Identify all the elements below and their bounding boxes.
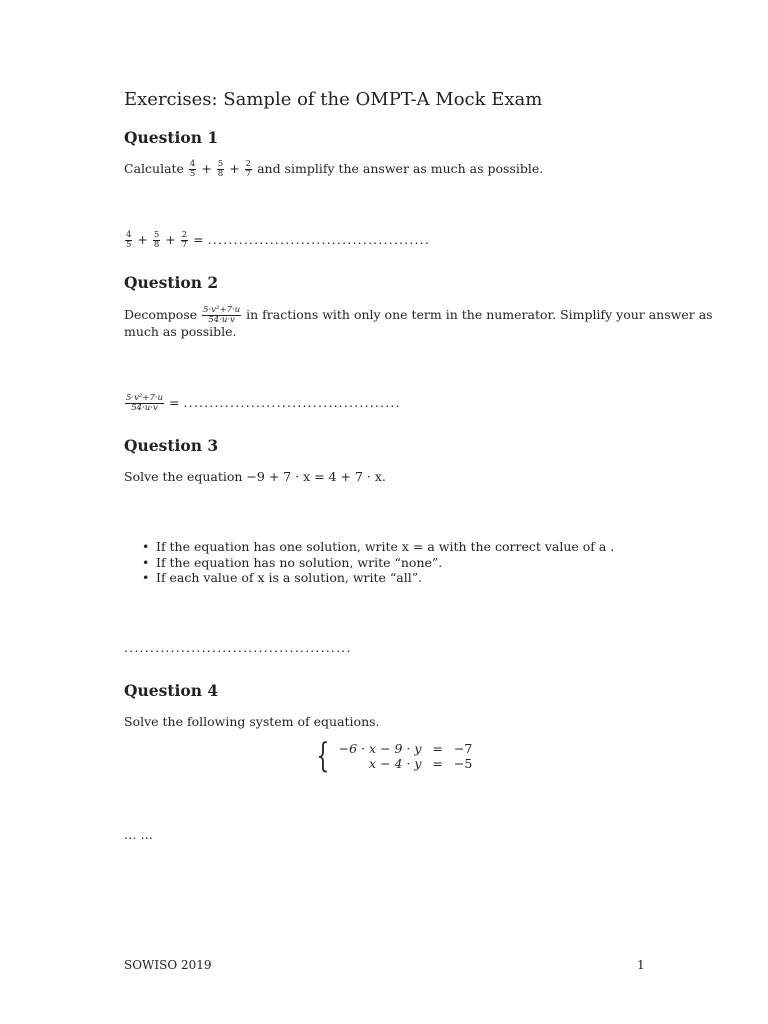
fraction-3: $\frac{2}{7}$ xyxy=(245,159,252,179)
fraction-2: $\frac{5}{8}$ xyxy=(217,159,224,179)
fraction-1: $\frac{4}{5}$ xyxy=(126,230,132,250)
plus-sign: + xyxy=(137,232,148,247)
question-1-prompt xyxy=(124,160,543,179)
question-2-prompt-line2: much as possible. xyxy=(124,324,237,339)
equation-rhs: −7 xyxy=(453,741,473,756)
equation-row xyxy=(336,741,476,756)
fraction-2: $\frac{5}{8}$ xyxy=(153,230,160,250)
plus-sign: + xyxy=(229,161,240,176)
plus-sign: + xyxy=(201,161,212,176)
equation-equals: = xyxy=(432,756,443,771)
question-3-prompt: Solve the equation −9 + 7 · x = 4 + 7 · x. xyxy=(124,469,386,484)
question-3-instructions xyxy=(140,539,614,586)
plus-sign: + xyxy=(165,232,176,247)
footer-label: SOWISO 2019 xyxy=(124,958,212,972)
question-3-answer-blank[interactable]: ............................................ xyxy=(124,640,352,655)
equals-sign: = xyxy=(193,232,204,247)
q2-prompt-post: in fractions with only one term in the numerator. Simplify your answer as xyxy=(246,307,713,322)
q2-prompt-pre: Decompose xyxy=(124,307,198,322)
list-item: • If each value of x is a solution, write “all”. xyxy=(140,570,614,586)
question-2-heading: Question 2 xyxy=(124,273,219,292)
equals-sign: = xyxy=(169,395,180,410)
equation-equals: = xyxy=(432,741,443,756)
fraction-3: $\frac{2}{7}$ xyxy=(181,230,188,250)
q1-prompt-post: and simplify the answer as much as possible. xyxy=(257,161,544,176)
question-3-heading: Question 3 xyxy=(124,436,219,455)
question-1-heading: Question 1 xyxy=(124,128,219,147)
expression-fraction: $\frac{\text{5·v²+7·u}}{54\cdot u\cdot v}$ xyxy=(203,305,241,325)
question-4-heading: Question 4 xyxy=(124,681,219,700)
q1-prompt-pre: Calculate xyxy=(124,161,184,176)
equation-row xyxy=(336,756,476,771)
question-2-answer-line[interactable] xyxy=(124,394,401,413)
equation-table xyxy=(336,741,476,771)
left-brace-icon: { xyxy=(316,736,330,776)
fraction-1: $\frac{4}{5}$ xyxy=(189,159,196,179)
answer-blank[interactable]: .......................................... xyxy=(183,395,401,410)
page-title: Exercises: Sample of the OMPT-A Mock Exam xyxy=(124,89,543,110)
question-4-answer-blank[interactable]: … … xyxy=(124,827,153,842)
list-item: • If the equation has one solution, write x = a with the correct value of a . xyxy=(140,539,614,555)
equation-lhs: x − 4 · y xyxy=(369,756,422,771)
list-item: • If the equation has no solution, write “none”. xyxy=(140,555,614,571)
question-4-prompt: Solve the following system of equations. xyxy=(124,714,380,729)
question-1-answer-line[interactable] xyxy=(124,231,430,250)
expression-fraction: $\frac{\text{5·v²+7·u}}{54\cdot u\cdot v}$ xyxy=(126,393,164,413)
equation-lhs: −6 · x − 9 · y xyxy=(338,741,422,756)
page-number: 1 xyxy=(637,958,645,972)
answer-blank[interactable]: ........................................... xyxy=(207,232,431,247)
equation-rhs: −5 xyxy=(453,756,473,771)
equation-system xyxy=(312,736,475,776)
